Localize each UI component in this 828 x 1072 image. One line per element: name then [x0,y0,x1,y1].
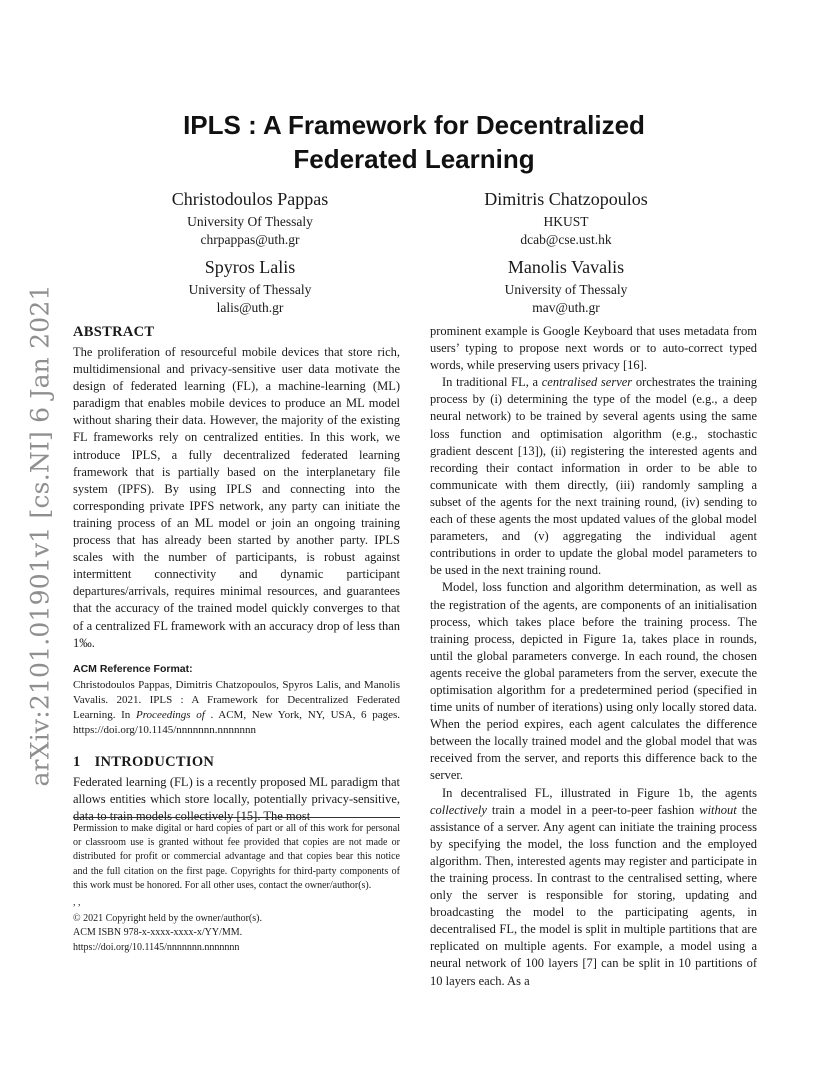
arxiv-sidebar [8,283,72,787]
title-line-1: IPLS : A Framework for Decentralized [183,110,645,140]
abstract-text: The proliferation of resourceful mobile devices that store rich, multidimensional and privacy-sensitive user data motivate the design of federated learning (FL), a machine-learning (ML) paradigm that enables mobile devices to produce an ML model without sharing their data. However, the majority of the existing FL frameworks rely on centralized entities. In this work, we introduce IPLS, a fully decentralized federated learning framework that is partially based on the interplanetary file system (IPFS). By using IPLS and connecting into the corresponding private IPFS network, any party can initiate the training process of an ML model or join an ongoing training process that has already been started by another party. IPLS scales with the number of participants, is robust against intermittent connectivity and dynamic participant departures/arrivals, requires minimal resources, and guarantees that the accuracy of the trained model quickly converges to that of a centralized FL framework with an accuracy drop of less than 1‰. [73,345,400,650]
copyright-line: © 2021 Copyright held by the owner/author(s). [73,913,262,925]
permission-text: Permission to make digital or hard copies of part or all of this work for personal or classroom use is granted without fee provided that copies are not made or distributed for profit or commercial advantage and that copies bear this notice and the full citation on the first page. Copyrights for third-party components of this work must be honored. For all other uses, contact the owner/author(s). [73,823,400,891]
introduction-heading [73,752,400,772]
section-title: INTRODUCTION [94,753,215,770]
title-line-2: Federated Learning [293,144,535,174]
body-paragraph: Model, loss function and algorithm determination, as well as the registration of the agents, are components of an initialisation process, which takes place before the training process. The training process, depicted in Figure 1a, takes place in rounds, until the global parameters converge. In each round, the chosen agents receive the global parameters from the server, execute the optimisation algorithm for a predetermined period (specified in time units of number of iterations) using only locally stored data. When the period expires, each agent calculates the difference between the locally trained model and the global model that was received from the server, and reports this difference back to the server. [430,580,757,783]
author-name: Dimitris Chatzopoulos [484,189,648,209]
isbn-line: ACM ISBN 978-x-xxxx-xxxx-x/YY/MM. [73,927,243,939]
section-number: 1 [73,753,81,770]
doi-line: https://doi.org/10.1145/nnnnnnn.nnnnnnn [73,941,240,953]
footnote-conference-placeholder: , , [73,897,81,909]
body-paragraph: In decentralised FL, illustrated in Figure 1b, the agents collectively train a model in a peer-to-peer fashion without the assistance of a server. Any agent can initiate the training process by specifying the model, the loss function and the employed algorithm. Then, interested agents may register and participate in the training process. In contrast to the centralised setting, where only the server is responsible for storing, updating and broadcasting the model to the participating agents, in decentralised FL, the model is split in multiple partitions that are replicated on multiple agents. For example, a model using a neural network of 100 layers [7] can be split in 10 partitions of 10 layers each. As a [430,785,757,988]
author-email: mav@uth.gr [532,300,600,315]
abstract-heading: ABSTRACT [73,324,155,340]
acm-reference-text: Christodoulos Pappas, Dimitris Chatzopoulos, Spyros Lalis, and Manolis Vavalis. 2021. IPLS : A Framework for Decentralized Federated Learning. In Proceedings of . ACM, New York, NY, USA, 6 pages. https://doi.org/10.1145/nnnnnnn.nnnnnnn [73,678,400,736]
body-paragraph: prominent example is Google Keyboard that uses metadata from users’ typing to propose next words or to auto-correct typed words, while preserving users privacy [16]. [430,324,757,373]
author-name: Manolis Vavalis [507,257,625,277]
body-paragraph: In traditional FL, a centralised server orchestrates the training process by (i) determining the type of the model (e.g., a deep neural network) to be trained by several agents using the same loss function and optimisation algorithm (e.g., stochastic gradient descent [13]), (ii) registering the interested agents and recording their contact information in order to be able to communicate with them directly, (iii) randomly sampling a subset of the agents for the next training round, (iv) sending to each of these agents the most updated values of the global model parameters, and (v) aggregating the individual agent contributions in order to update the global model parameters to be used in the next training round. [430,375,758,578]
right-column [430,323,757,990]
acm-reference-heading: ACM Reference Format: [73,662,193,675]
permission-footnote [73,817,400,955]
author-block [446,256,686,317]
paper-title [110,108,718,176]
author-email: chrpappas@uth.gr [200,232,300,247]
introduction-paragraph: Federated learning (FL) is a recently proposed ML paradigm that allows entities which store locally, potentially privacy-sensitive, data to train models collectively [15]. The most [73,774,400,823]
author-affiliation: University of Thessaly [504,282,628,297]
author-name: Spyros Lalis [204,257,296,277]
author-block [130,256,370,317]
left-column [73,322,400,825]
author-block [130,188,370,249]
author-affiliation: HKUST [543,214,589,229]
author-block [446,188,686,249]
author-name: Christodoulos Pappas [171,189,329,209]
arxiv-identifier: arXiv:2101.01901v1 [cs.NI] 6 Jan 2021 [25,283,55,787]
footnote-divider [73,817,400,818]
author-affiliation: University of Thessaly [188,282,312,297]
author-email: lalis@uth.gr [216,300,284,315]
author-email: dcab@cse.ust.hk [520,232,612,247]
author-affiliation: University Of Thessaly [187,214,313,229]
